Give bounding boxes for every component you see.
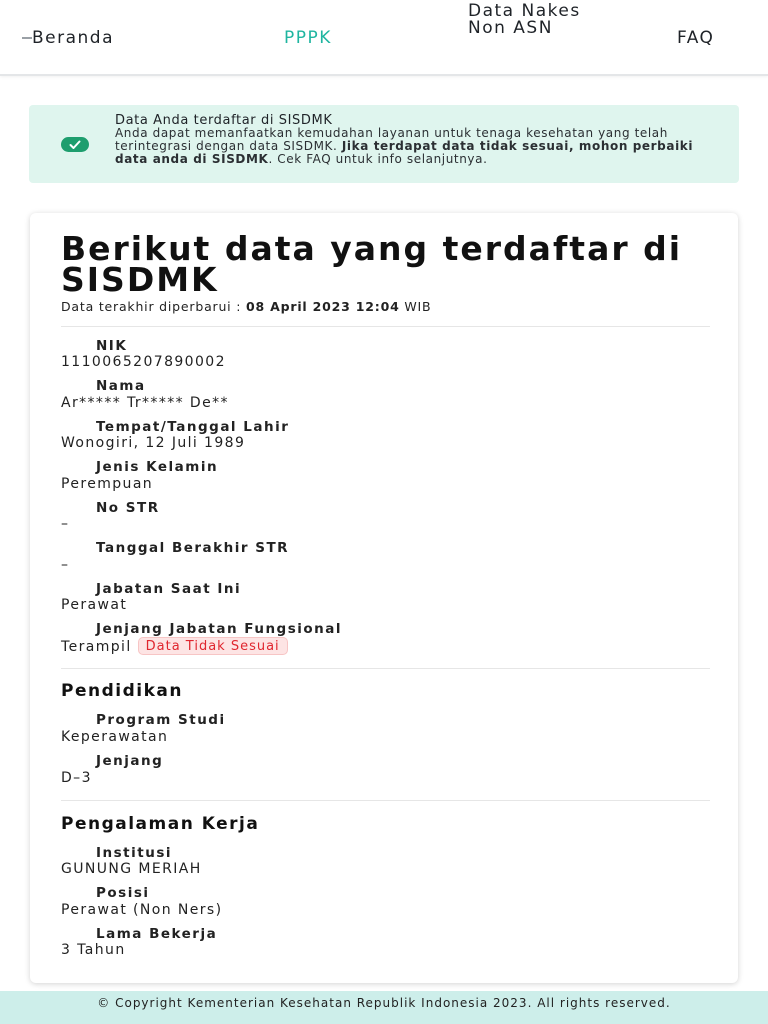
field-value-jabatan: Perawat — [61, 597, 128, 613]
field-value-ttl: Wonogiri, 12 Juli 1989 — [61, 435, 246, 451]
nav-faq[interactable]: FAQ — [677, 28, 715, 48]
field-label-posisi: Posisi — [96, 885, 150, 901]
field-value-jenjang: D–3 — [61, 770, 92, 786]
divider — [61, 668, 710, 669]
alert-text-2: . Cek FAQ untuk info selanjutnya. — [268, 152, 488, 166]
field-value-lama-bekerja: 3 Tahun — [61, 942, 126, 958]
field-value-jenis-kelamin: Perempuan — [61, 476, 154, 492]
field-value-posisi: Perawat (Non Ners) — [61, 902, 223, 918]
alert-title: Data Anda terdaftar di SISDMK — [115, 113, 333, 128]
field-value-nik: 1110065207890002 — [61, 354, 226, 370]
field-label-institusi: Institusi — [96, 845, 172, 861]
last-updated — [61, 299, 431, 314]
section-title-pengalaman: Pengalaman Kerja — [61, 814, 260, 834]
alert-text-bold: Jika terdapat data tidak sesuai, mohon perbaiki data anda di SISDMK — [115, 139, 694, 166]
page-title: Berikut data yang terdaftar di SISDMK — [61, 229, 683, 299]
check-icon — [61, 137, 89, 152]
field-label-jabatan: Jabatan Saat Ini — [96, 581, 242, 597]
field-label-jenjang: Jenjang — [96, 753, 164, 769]
field-label-program-studi: Program Studi — [96, 712, 226, 728]
field-value-tgl-str: – — [61, 557, 70, 573]
nav-pppk[interactable]: PPPK — [284, 28, 332, 48]
nav-data-nakes-non-asn[interactable]: Data Nakes Non ASN — [468, 1, 581, 38]
field-label-lama-bekerja: Lama Bekerja — [96, 926, 218, 942]
alert-message — [115, 114, 715, 166]
field-label-jenis-kelamin: Jenis Kelamin — [96, 459, 219, 475]
field-value-program-studi: Keperawatan — [61, 729, 169, 745]
field-label-ttl: Tempat/Tanggal Lahir — [96, 419, 290, 435]
divider — [61, 800, 710, 801]
logo-icon[interactable] — [22, 37, 32, 39]
footer — [0, 991, 768, 1024]
updated-suffix: WIB — [399, 299, 432, 314]
field-value-no-str: – — [61, 516, 70, 532]
top-nav — [0, 0, 768, 76]
data-card — [30, 213, 738, 983]
field-label-nik: NIK — [96, 338, 128, 354]
field-label-nama: Nama — [96, 378, 146, 394]
field-value-nama: Ar***** Tr***** De** — [61, 395, 229, 411]
field-value-jenjang-jabatan — [61, 637, 288, 655]
updated-label: Data terakhir diperbarui : — [61, 299, 247, 314]
field-label-no-str: No STR — [96, 500, 160, 516]
field-value-institusi: GUNUNG MERIAH — [61, 861, 202, 877]
alert-text-1: Anda dapat memanfaatkan kemudahan layanan untuk tenaga kesehatan yang telah terintegrasi dengan data SISDMK. — [115, 126, 668, 153]
field-label-tgl-str: Tanggal Berakhir STR — [96, 540, 290, 556]
status-badge: Data Tidak Sesuai — [138, 637, 288, 655]
success-alert — [29, 105, 739, 183]
jenjang-jabatan-value: Terampil — [61, 639, 132, 655]
field-label-jenjang-jabatan: Jenjang Jabatan Fungsional — [96, 621, 343, 637]
copyright-text: © Copyright Kementerian Kesehatan Republik Indonesia 2023. All rights reserved. — [97, 996, 671, 1010]
nav-beranda[interactable]: Beranda — [32, 28, 115, 48]
updated-value: 08 April 2023 12:04 — [246, 299, 400, 314]
section-title-pendidikan: Pendidikan — [61, 681, 183, 701]
divider — [61, 326, 710, 327]
